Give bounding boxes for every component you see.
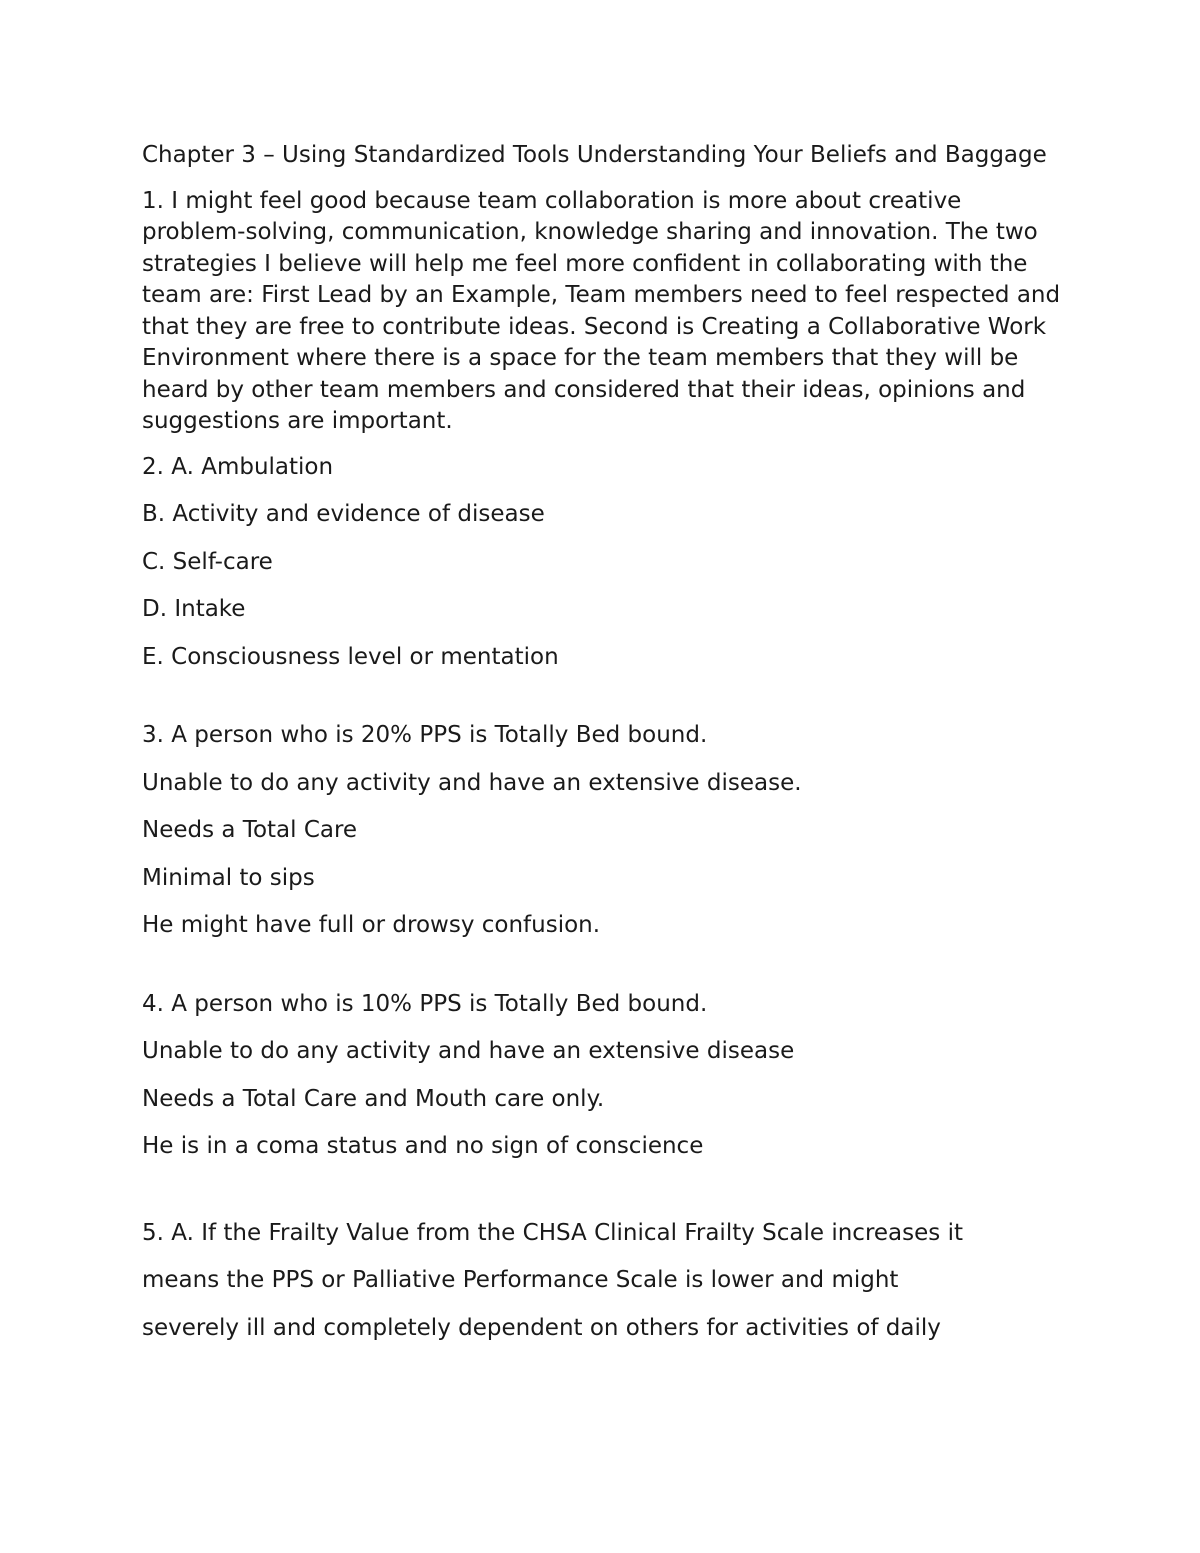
answer-3-line: Unable to do any activity and have an extensive disease. — [142, 769, 802, 796]
answer-2-line: D. Intake — [142, 596, 246, 622]
document-body — [142, 140, 1072, 1352]
answer-5-line: means the PPS or Palliative Performance Scale is lower and might — [142, 1267, 899, 1293]
answer-3-line: Minimal to sips — [142, 864, 315, 891]
answer-2-line: E. Consciousness level or mentation — [142, 643, 559, 670]
answer-5-line: 5. A. If the Frailty Value from the CHSA Clinical Frailty Scale increases it — [142, 1219, 963, 1246]
answer-2-line: 2. A. Ambulation — [142, 453, 334, 480]
answer-1: 1. I might feel good because team collaboration is more about creative problem-solving, communication, knowledge sharing and innovation. The two strategies I believe will help me feel more confident in collaborating with the team are: First Lead by an Example, Team members need to feel respected and that they are free to contribute ideas. Second is Creating a Collaborative Work Environment where there is a space for the team members that they will be heard by other team members and considered that their ideas, opinions and suggestions are important. — [142, 187, 1061, 434]
answer-3-line: Needs a Total Care — [142, 817, 358, 843]
answer-3-line: 3. A person who is 20% PPS is Totally Bed bound. — [142, 722, 708, 748]
document-title: Chapter 3 – Using Standardized Tools Understanding Your Beliefs and Baggage — [142, 142, 1047, 168]
answer-4-line: 4. A person who is 10% PPS is Totally Bed bound. — [142, 990, 708, 1017]
answer-4-line: Unable to do any activity and have an extensive disease — [142, 1038, 795, 1064]
answer-2-line: B. Activity and evidence of disease — [142, 501, 545, 527]
answer-2-line: C. Self-care — [142, 548, 273, 575]
answer-5-line: severely ill and completely dependent on others for activities of daily — [142, 1314, 941, 1341]
answer-4-line: Needs a Total Care and Mouth care only. — [142, 1085, 605, 1112]
answer-4-line: He is in a coma status and no sign of conscience — [142, 1133, 704, 1159]
answer-3-line: He might have full or drowsy confusion. — [142, 912, 601, 938]
